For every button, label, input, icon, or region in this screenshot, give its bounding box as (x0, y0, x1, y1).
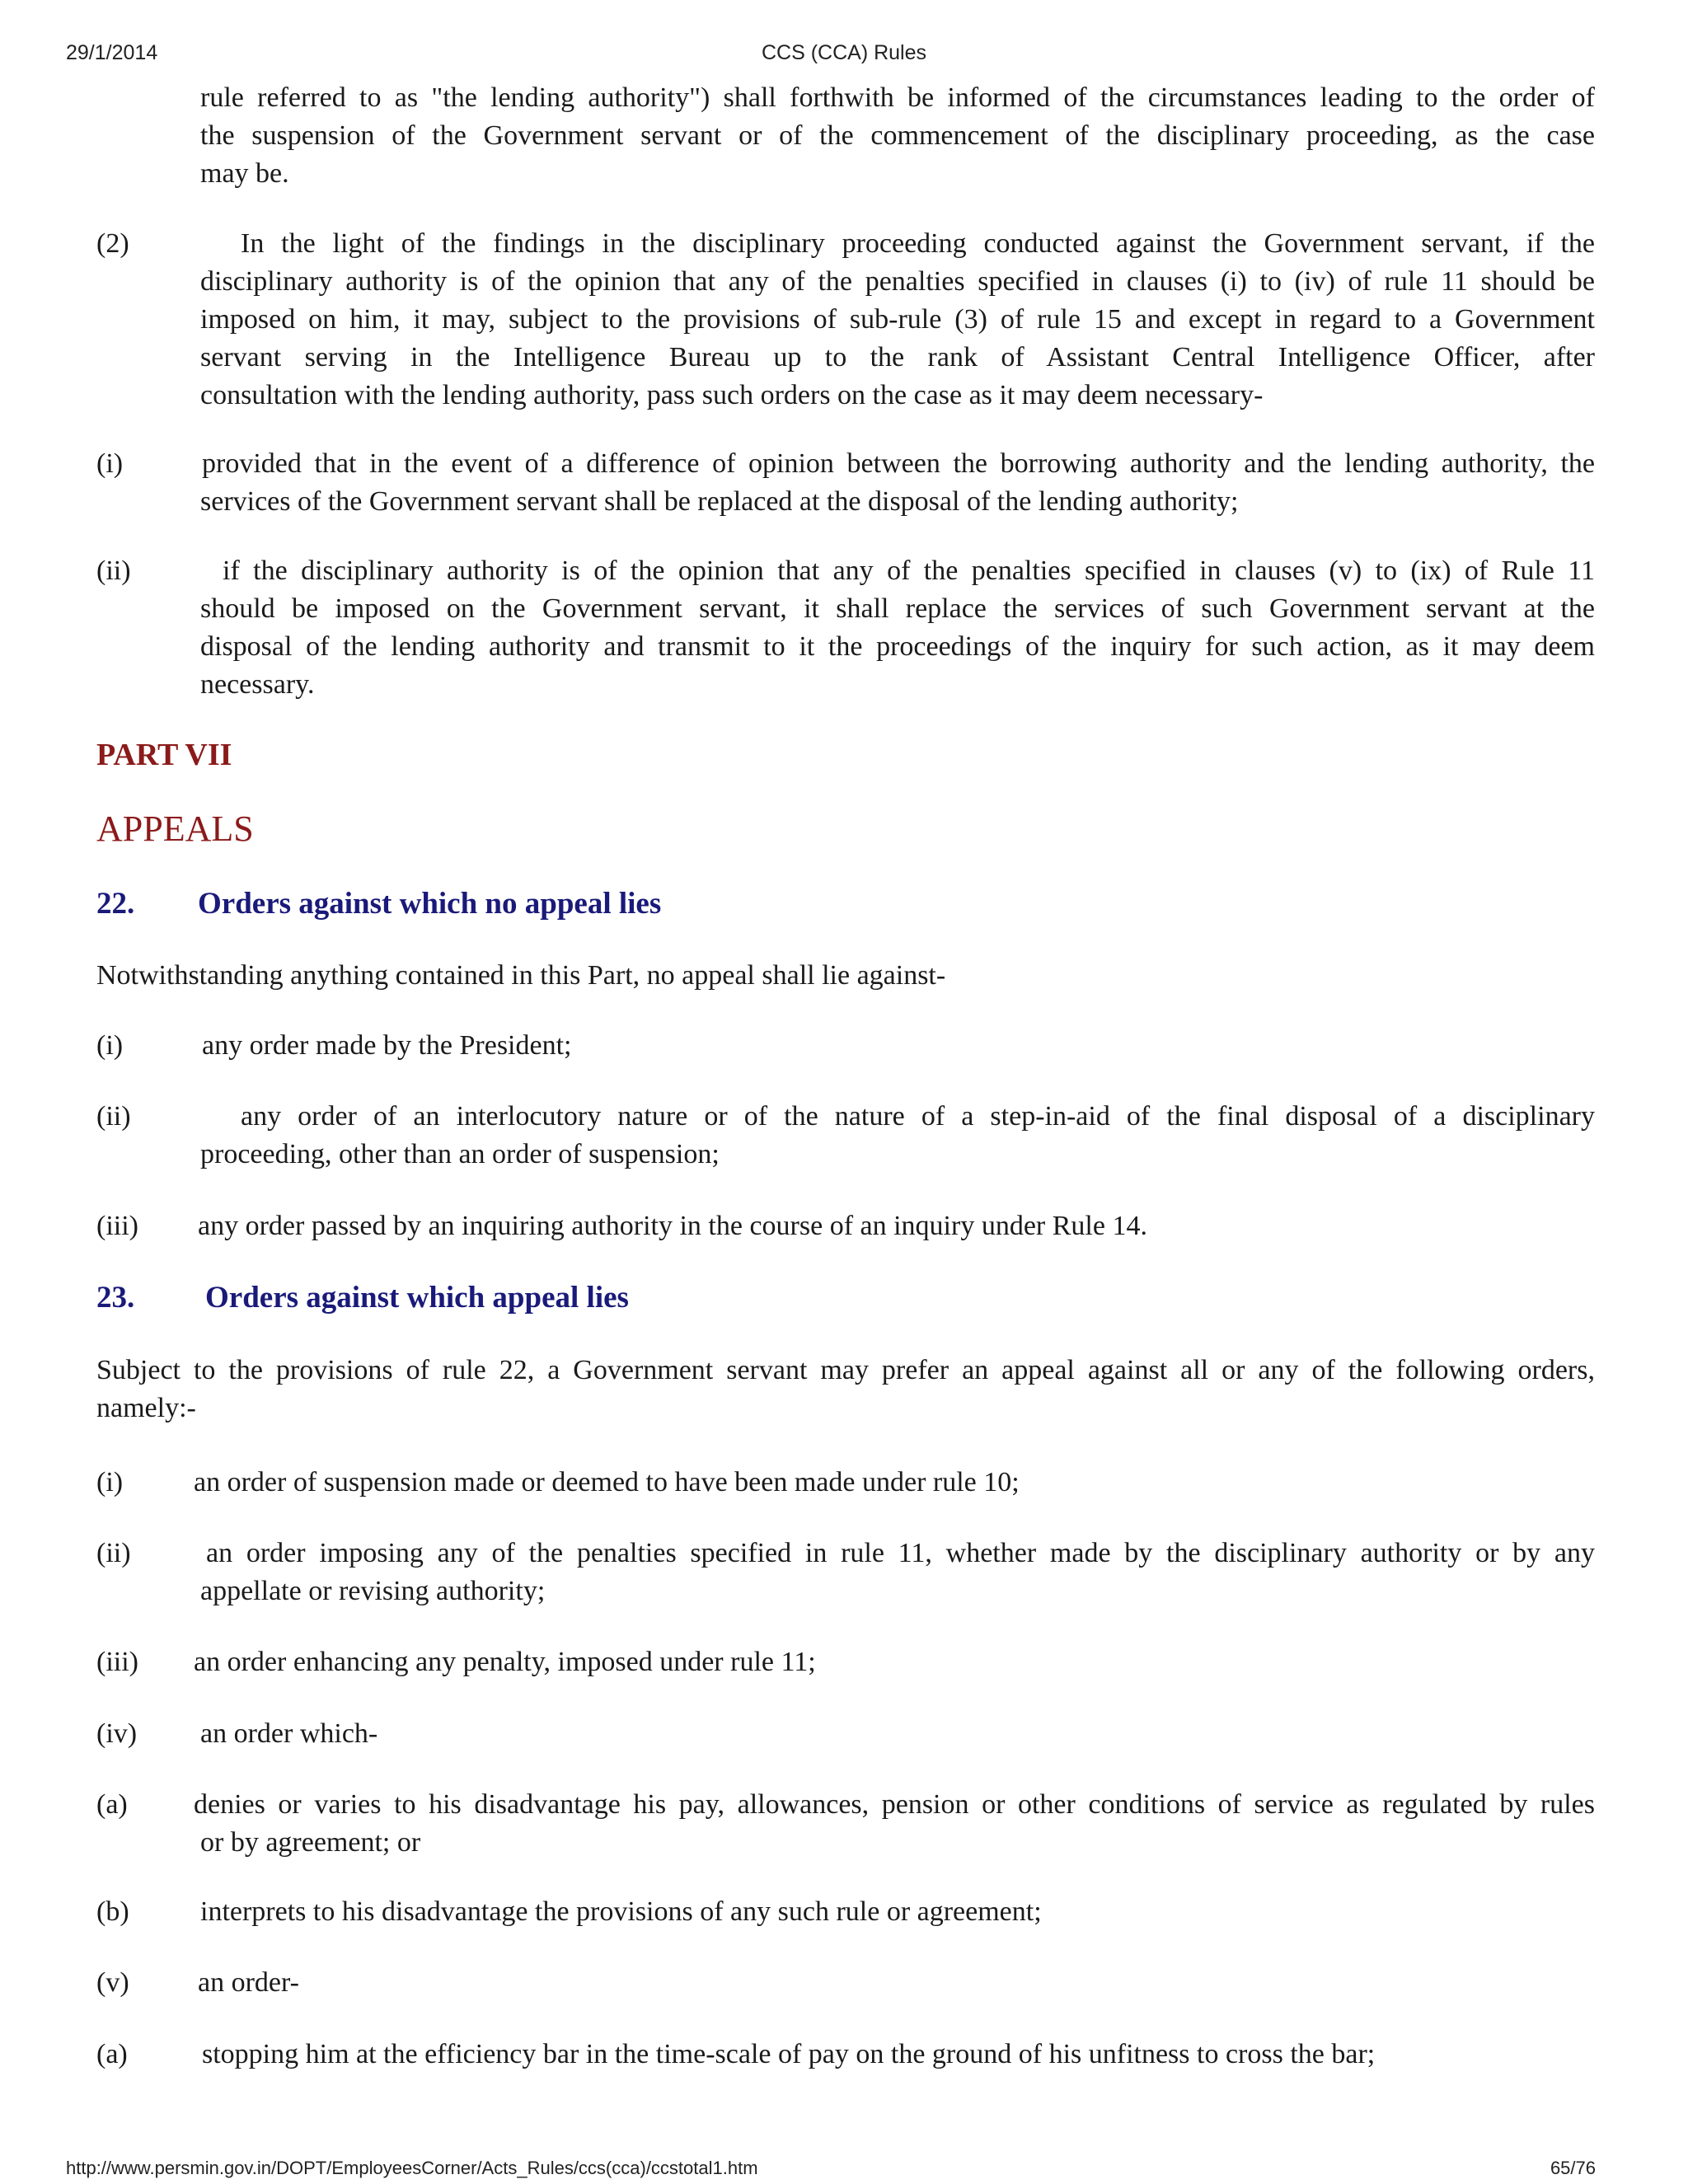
clause-number: (i) (96, 1030, 124, 1061)
paragraph-line: consultation with the lending authority, pass such orders on the case as it may deem necessary- (200, 380, 1264, 410)
clause-number: (v) (96, 1967, 129, 1998)
clause-number: (i) (96, 448, 124, 479)
rule-number: 23. (96, 1281, 135, 1315)
paragraph-line: if the disciplinary authority is of the opinion that any of the penalties specified in clauses (v) to (ix) of Rule 11 (223, 555, 1595, 586)
part-heading: PART VII (96, 738, 232, 772)
paragraph-line: disposal of the lending authority and transmit to it the proceedings of the inquiry for such action, as it may deem (200, 631, 1595, 662)
clause-number: (i) (96, 1467, 124, 1497)
paragraph-line: In the light of the findings in the disciplinary proceeding conducted against the Government servant, if the (241, 228, 1595, 259)
paragraph-line: services of the Government servant shall be replaced at the disposal of the lending authority; (200, 486, 1239, 517)
paragraph-line: denies or varies to his disadvantage his pay, allowances, pension or other conditions of service as regulated by rules (194, 1789, 1595, 1820)
paragraph-line: namely:- (96, 1393, 196, 1423)
paragraph-line: rule referred to as "the lending authority") shall forthwith be informed of the circumstances leading to the order of (200, 82, 1595, 113)
document-title: CCS (CCA) Rules (761, 41, 927, 64)
paragraph-line: appellate or revising authority; (200, 1576, 546, 1606)
paragraph-line: imposed on him, it may, subject to the provisions of sub-rule (3) of rule 15 and except in regard to a Government (200, 304, 1595, 335)
paragraph-line: necessary. (200, 669, 315, 700)
clause-number: (b) (96, 1896, 129, 1927)
rule-title: Orders against which no appeal lies (198, 887, 662, 921)
clause-number: (iv) (96, 1718, 138, 1749)
clause-number: (a) (96, 2039, 128, 2069)
page-number: 65/76 (1550, 2158, 1596, 2178)
paragraph-line: or by agreement; or (200, 1827, 421, 1858)
paragraph-line: should be imposed on the Government servant, it shall replace the services of such Government servant at the (200, 593, 1595, 624)
paragraph-line: an order which- (200, 1718, 378, 1749)
paragraph-line: any order passed by an inquiring authority in the course of an inquiry under Rule 14. (198, 1211, 1147, 1241)
paragraph-line: an order of suspension made or deemed to have been made under rule 10; (194, 1467, 1020, 1497)
clause-number: (ii) (96, 1538, 131, 1568)
paragraph-line: an order imposing any of the penalties specified in rule 11, whether made by the disciplinary authority or by any (206, 1538, 1595, 1568)
paragraph-line: interprets to his disadvantage the provisions of any such rule or agreement; (200, 1896, 1042, 1927)
paragraph-line: the suspension of the Government servant or of the commencement of the disciplinary proceeding, as the case (200, 120, 1595, 151)
paragraph-line: Subject to the provisions of rule 22, a Government servant may prefer an appeal against all or any of the following orders, (96, 1355, 1595, 1385)
clause-number: (ii) (96, 1101, 131, 1132)
paragraph-line: any order of an interlocutory nature or of the nature of a step-in-aid of the final disposal of a disciplinary (241, 1101, 1595, 1132)
rule-title: Orders against which appeal lies (205, 1281, 629, 1315)
rule-number: 22. (96, 887, 135, 921)
paragraph-line: Notwithstanding anything contained in this Part, no appeal shall lie against- (96, 960, 946, 991)
paragraph-line: an order- (198, 1967, 299, 1998)
paragraph-line: proceeding, other than an order of suspension; (200, 1139, 720, 1169)
paragraph-line: servant serving in the Intelligence Bureau up to the rank of Assistant Central Intelligence Officer, after (200, 342, 1595, 373)
clause-number: (a) (96, 1789, 128, 1820)
paragraph-line: an order enhancing any penalty, imposed under rule 11; (194, 1647, 816, 1677)
clause-number: (2) (96, 228, 129, 259)
section-heading: APPEALS (96, 808, 254, 849)
paragraph-line: disciplinary authority is of the opinion that any of the penalties specified in clauses (i) to (iv) of rule 11 should be (200, 266, 1595, 297)
clause-number: (iii) (96, 1647, 138, 1677)
paragraph-line: provided that in the event of a difference of opinion between the borrowing authority and the lending authority, the (202, 448, 1595, 479)
clause-number: (iii) (96, 1211, 138, 1241)
paragraph-line: any order made by the President; (202, 1030, 572, 1061)
paragraph-line: may be. (200, 158, 289, 189)
print-date: 29/1/2014 (66, 41, 158, 64)
clause-number: (ii) (96, 555, 131, 586)
source-url[interactable]: http://www.persmin.gov.in/DOPT/EmployeesCorner/Acts_Rules/ccs(cca)/ccstotal1.htm (66, 2158, 758, 2178)
paragraph-line: stopping him at the efficiency bar in the time-scale of pay on the ground of his unfitness to cross the bar; (202, 2039, 1376, 2069)
